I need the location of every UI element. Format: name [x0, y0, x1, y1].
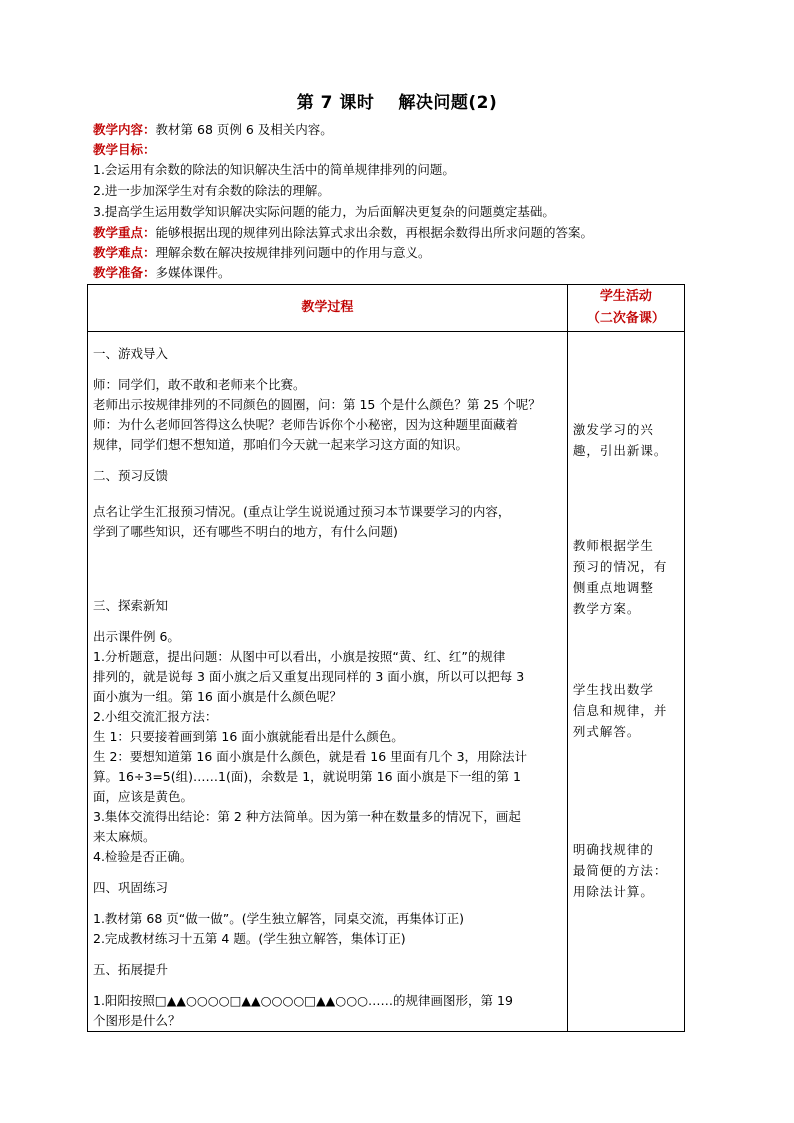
- header-second-prep: （二次备课）: [586, 311, 665, 326]
- text-line: 出示课件例 6。: [93, 629, 180, 644]
- preparation-row: [93, 263, 713, 284]
- text-line: 师：为什么老师回答得这么快呢？老师告诉你个小秘密，因为这种题里面藏着: [93, 417, 519, 432]
- section-heading: 二、预习反馈: [93, 468, 169, 483]
- header-student-activity-title: 学生活动: [599, 289, 652, 304]
- preparation-text: 多媒体课件。: [155, 265, 231, 280]
- activity-note: 最简便的方法：: [572, 863, 668, 878]
- difficulty-label: 教学难点：: [93, 245, 156, 260]
- text-line: 2.小组交流汇报方法：: [93, 709, 218, 724]
- goal-item: 1.会运用有余数的除法的知识解决生活中的简单规律排列的问题。: [93, 162, 455, 177]
- table-body-row: [88, 332, 685, 1032]
- lesson-plan-table: [87, 284, 685, 1032]
- text-line: 来太麻烦。: [93, 829, 156, 844]
- section-heading: 三、探索新知: [93, 598, 169, 613]
- text-line: 个图形是什么？: [93, 1013, 181, 1028]
- difficulty-row: [93, 243, 713, 264]
- activity-note: 用除法计算。: [572, 884, 654, 899]
- content-row: [93, 120, 713, 141]
- activity-note: 教学方案。: [572, 601, 641, 616]
- page-title: 第 7 课时 解决问题(2): [296, 93, 498, 113]
- key-text: 能够根据出现的规律列出除法算式求出余数，再根据余数得出所求问题的答案。: [155, 225, 594, 240]
- text-line: 学到了哪些知识，还有哪些不明白的地方，有什么问题): [93, 524, 398, 539]
- text-line: 2.完成教材练习十五第 4 题。(学生独立解答，集体订正): [93, 931, 406, 946]
- header-student-activity: [567, 285, 684, 332]
- activity-note: 学生找出数学: [572, 682, 654, 697]
- goals-label: 教学目标：: [93, 142, 156, 157]
- text-line: 老师出示按规律排列的不同颜色的圆圈，问：第 15 个是什么颜色？第 25 个呢？: [93, 397, 541, 412]
- text-line: 师：同学们，敢不敢和老师来个比赛。: [93, 377, 306, 392]
- section-heading: 四、巩固练习: [93, 880, 169, 895]
- text-line: 面小旗为一组。第 16 面小旗是什么颜色呢？: [93, 689, 342, 704]
- activity-note: 预习的情况，有: [572, 559, 668, 574]
- preparation-label: 教学准备：: [93, 265, 156, 280]
- activity-note: 教师根据学生: [572, 538, 654, 553]
- goal-item: 3.提高学生运用数学知识解决实际问题的能力，为后面解决更复杂的问题奠定基础。: [93, 204, 555, 219]
- text-line: 1.分析题意，提出问题：从图中可以看出，小旗是按照“黄、红、红”的规律: [93, 649, 506, 664]
- key-row: [93, 223, 713, 244]
- text-line: 点名让学生汇报预习情况。(重点让学生说说通过预习本节课要学习的内容，: [93, 504, 511, 519]
- header-teaching-process: 教学过程: [88, 285, 568, 332]
- difficulty-text: 理解余数在解决按规律排列问题中的作用与意义。: [155, 245, 431, 260]
- key-label: 教学重点：: [93, 225, 156, 240]
- text-line: 排列的，就是说每 3 面小旗之后又重复出现同样的 3 面小旗，所以可以把每 3: [93, 669, 525, 684]
- text-line: 1.教材第 68 页“做一做”。(学生独立解答，同桌交流，再集体订正): [93, 911, 464, 926]
- goals-row: [93, 140, 713, 161]
- text-line: 1.阳阳按照□▲▲○○○○□▲▲○○○○□▲▲○○○……的规律画图形，第 19: [93, 993, 513, 1008]
- activity-note: 趣，引出新课。: [572, 443, 668, 458]
- table-header-row: [88, 285, 685, 332]
- activity-note: 信息和规律，并: [572, 703, 668, 718]
- section-heading: 五、拓展提升: [93, 962, 169, 977]
- activity-note: 列式解答。: [572, 724, 641, 739]
- text-line: 生 1：只要接着画到第 16 面小旗就能看出是什么颜色。: [93, 729, 404, 744]
- text-line: 面，应该是黄色。: [93, 789, 194, 804]
- content-label: 教学内容：: [93, 122, 156, 137]
- section-heading: 一、游戏导入: [93, 346, 169, 361]
- activity-note: 激发学习的兴: [572, 422, 654, 437]
- content-text: 教材第 68 页例 6 及相关内容。: [155, 122, 333, 137]
- text-line: 3.集体交流得出结论：第 2 种方法简单。因为第一种在数量多的情况下，画起: [93, 809, 521, 824]
- activity-note: 侧重点地调整: [572, 580, 654, 595]
- goal-item: 2.进一步加深学生对有余数的除法的理解。: [93, 183, 330, 198]
- text-line: 算。16÷3=5(组)……1(面)，余数是 1，就说明第 16 面小旗是下一组的第 1: [93, 769, 521, 784]
- activity-note: 明确找规律的: [572, 842, 654, 857]
- text-line: 生 2：要想知道第 16 面小旗是什么颜色，就是看 16 里面有几个 3，用除法计: [93, 749, 528, 764]
- text-line: 4.检验是否正确。: [93, 849, 193, 864]
- teaching-process-cell: [88, 332, 568, 1032]
- text-line: 规律，同学们想不想知道，那咱们今天就一起来学习这方面的知识。: [93, 437, 469, 452]
- student-activity-cell: [567, 332, 684, 1032]
